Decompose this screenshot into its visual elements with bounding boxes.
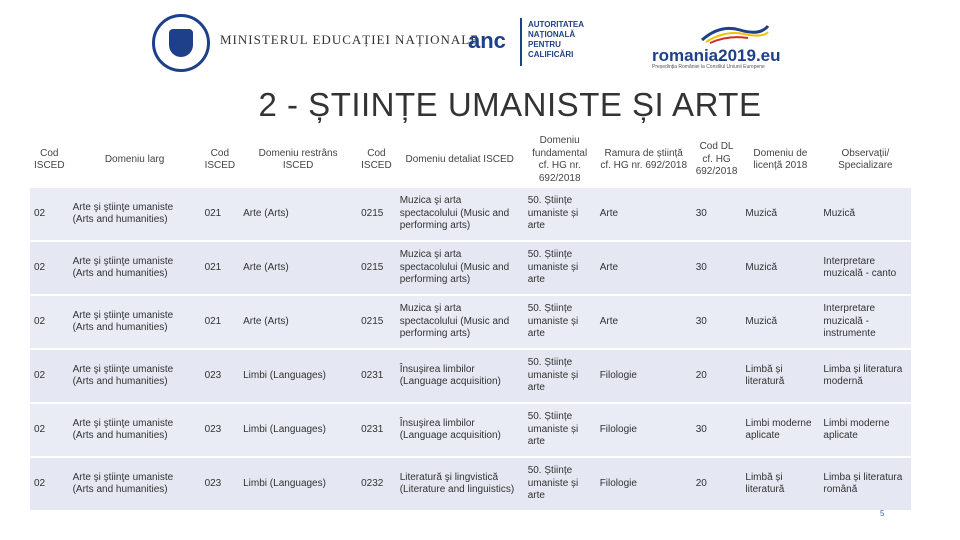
- table-row: [30, 188, 911, 241]
- table-cell: Însuşirea limbilor (Language acquisition): [396, 403, 524, 457]
- table-cell: Limbi (Languages): [239, 403, 357, 457]
- table-cell: Arte (Arts): [239, 295, 357, 349]
- table-cell: Filologie: [596, 403, 692, 457]
- table-cell: Filologie: [596, 457, 692, 511]
- anc-brand: anc: [468, 28, 506, 53]
- table-cell: 20: [692, 349, 742, 403]
- header-domeniu-licenta: Domeniu de licență 2018: [741, 132, 819, 188]
- romania2019-brand: romania2019.eu: [652, 46, 781, 65]
- table-cell: Arte: [596, 241, 692, 295]
- header-cod-isced-1: Cod ISCED: [30, 132, 69, 188]
- header-domeniu-detaliat: Domeniu detaliat ISCED: [396, 132, 524, 188]
- table-cell: Arte şi ştiinţe umaniste (Arts and humanities): [69, 241, 201, 295]
- header-cod-dl: Cod DL cf. HG 692/2018: [692, 132, 742, 188]
- table-row: [30, 457, 911, 511]
- table-cell: 021: [201, 241, 240, 295]
- table-cell: Arte şi ştiinţe umaniste (Arts and humanities): [69, 188, 201, 241]
- table-cell: Însuşirea limbilor (Language acquisition): [396, 349, 524, 403]
- table-cell: Interpretare muzicală - canto: [819, 241, 911, 295]
- table-cell: Limbi moderne aplicate: [741, 403, 819, 457]
- table-row: [30, 241, 911, 295]
- table-cell: 02: [30, 295, 69, 349]
- table-cell: Arte şi ştiinţe umaniste (Arts and humanities): [69, 349, 201, 403]
- table-cell: 30: [692, 295, 742, 349]
- romania2019-subtitle: Președinția României la Consiliul Uniunii Europene: [652, 64, 765, 70]
- table-cell: Muzică: [741, 188, 819, 241]
- anc-text: AUTORITATEA NAȚIONALĂ PENTRU CALIFICĂRI: [528, 20, 584, 59]
- coat-of-arms-icon: [169, 29, 193, 57]
- table-cell: 50. Științe umaniste și arte: [524, 188, 596, 241]
- table-cell: Arte (Arts): [239, 241, 357, 295]
- table-cell: Muzica şi arta spectacolului (Music and performing arts): [396, 188, 524, 241]
- header-domeniu-larg: Domeniu larg: [69, 132, 201, 188]
- table-cell: Filologie: [596, 349, 692, 403]
- table-cell: Muzică: [741, 241, 819, 295]
- table-cell: 20: [692, 457, 742, 511]
- header-ramura-stiinta: Ramura de știință cf. HG nr. 692/2018: [596, 132, 692, 188]
- table-cell: Limbi (Languages): [239, 349, 357, 403]
- table-cell: 021: [201, 295, 240, 349]
- table-cell: 02: [30, 349, 69, 403]
- government-seal-logo: [152, 14, 210, 72]
- table-cell: 50. Științe umaniste și arte: [524, 403, 596, 457]
- table-cell: Muzica şi arta spectacolului (Music and performing arts): [396, 241, 524, 295]
- table-cell: 30: [692, 403, 742, 457]
- table-cell: Literatură şi lingvistică (Literature and linguistics): [396, 457, 524, 511]
- table-cell: Limbi (Languages): [239, 457, 357, 511]
- table-row: [30, 403, 911, 457]
- table-cell: 50. Științe umaniste și arte: [524, 295, 596, 349]
- table-cell: Arte şi ştiinţe umaniste (Arts and humanities): [69, 457, 201, 511]
- table-cell: Limba și literatura modernă: [819, 349, 911, 403]
- table-cell: 023: [201, 349, 240, 403]
- anc-logo: [468, 28, 506, 54]
- table-cell: 02: [30, 403, 69, 457]
- header-cod-isced-2: Cod ISCED: [201, 132, 240, 188]
- header-cod-isced-3: Cod ISCED: [357, 132, 396, 188]
- table-cell: 023: [201, 457, 240, 511]
- anc-divider: [520, 18, 522, 66]
- table-cell: 0232: [357, 457, 396, 511]
- header-observatii: Observații/ Specializare: [819, 132, 911, 188]
- table-cell: 50. Științe umaniste și arte: [524, 349, 596, 403]
- table-cell: 021: [201, 188, 240, 241]
- table-row: [30, 295, 911, 349]
- table-cell: 50. Științe umaniste și arte: [524, 241, 596, 295]
- table-cell: Limbă și literatură: [741, 457, 819, 511]
- table-cell: Arte: [596, 188, 692, 241]
- table-cell: Limbi moderne aplicate: [819, 403, 911, 457]
- table-cell: 02: [30, 241, 69, 295]
- table-cell: 023: [201, 403, 240, 457]
- table-cell: 0231: [357, 349, 396, 403]
- table-cell: 0215: [357, 295, 396, 349]
- table-cell: 50. Științe umaniste și arte: [524, 457, 596, 511]
- table-cell: 0215: [357, 188, 396, 241]
- table-cell: 0215: [357, 241, 396, 295]
- table-cell: 02: [30, 188, 69, 241]
- table-cell: Arte şi ştiinţe umaniste (Arts and humanities): [69, 295, 201, 349]
- ministry-name: MINISTERUL EDUCAȚIEI NAȚIONALE: [220, 32, 480, 47]
- table-cell: Arte (Arts): [239, 188, 357, 241]
- table-cell: 02: [30, 457, 69, 511]
- page-number: 5: [880, 509, 885, 518]
- page-title: 2 - ȘTIINȚE UMANISTE ȘI ARTE: [258, 86, 762, 123]
- table-cell: 30: [692, 241, 742, 295]
- romania2019-swoosh-icon: [700, 22, 770, 44]
- header-domeniu-fundamental: Domeniu fundamental cf. HG nr. 692/2018: [524, 132, 596, 188]
- table-cell: Interpretare muzicală - instrumente: [819, 295, 911, 349]
- table-cell: Limbă și literatură: [741, 349, 819, 403]
- logo-bar: [0, 0, 960, 80]
- table-cell: Arte: [596, 295, 692, 349]
- table-cell: Muzica şi arta spectacolului (Music and performing arts): [396, 295, 524, 349]
- isced-table: [30, 132, 911, 512]
- table-cell: Arte şi ştiinţe umaniste (Arts and humanities): [69, 403, 201, 457]
- table-cell: 0231: [357, 403, 396, 457]
- table-header-row: [30, 132, 911, 188]
- header-domeniu-restrans: Domeniu restrâns ISCED: [239, 132, 357, 188]
- table-cell: Muzică: [819, 188, 911, 241]
- table-cell: Limba și literatura română: [819, 457, 911, 511]
- table-row: [30, 349, 911, 403]
- table-cell: Muzică: [741, 295, 819, 349]
- table-cell: 30: [692, 188, 742, 241]
